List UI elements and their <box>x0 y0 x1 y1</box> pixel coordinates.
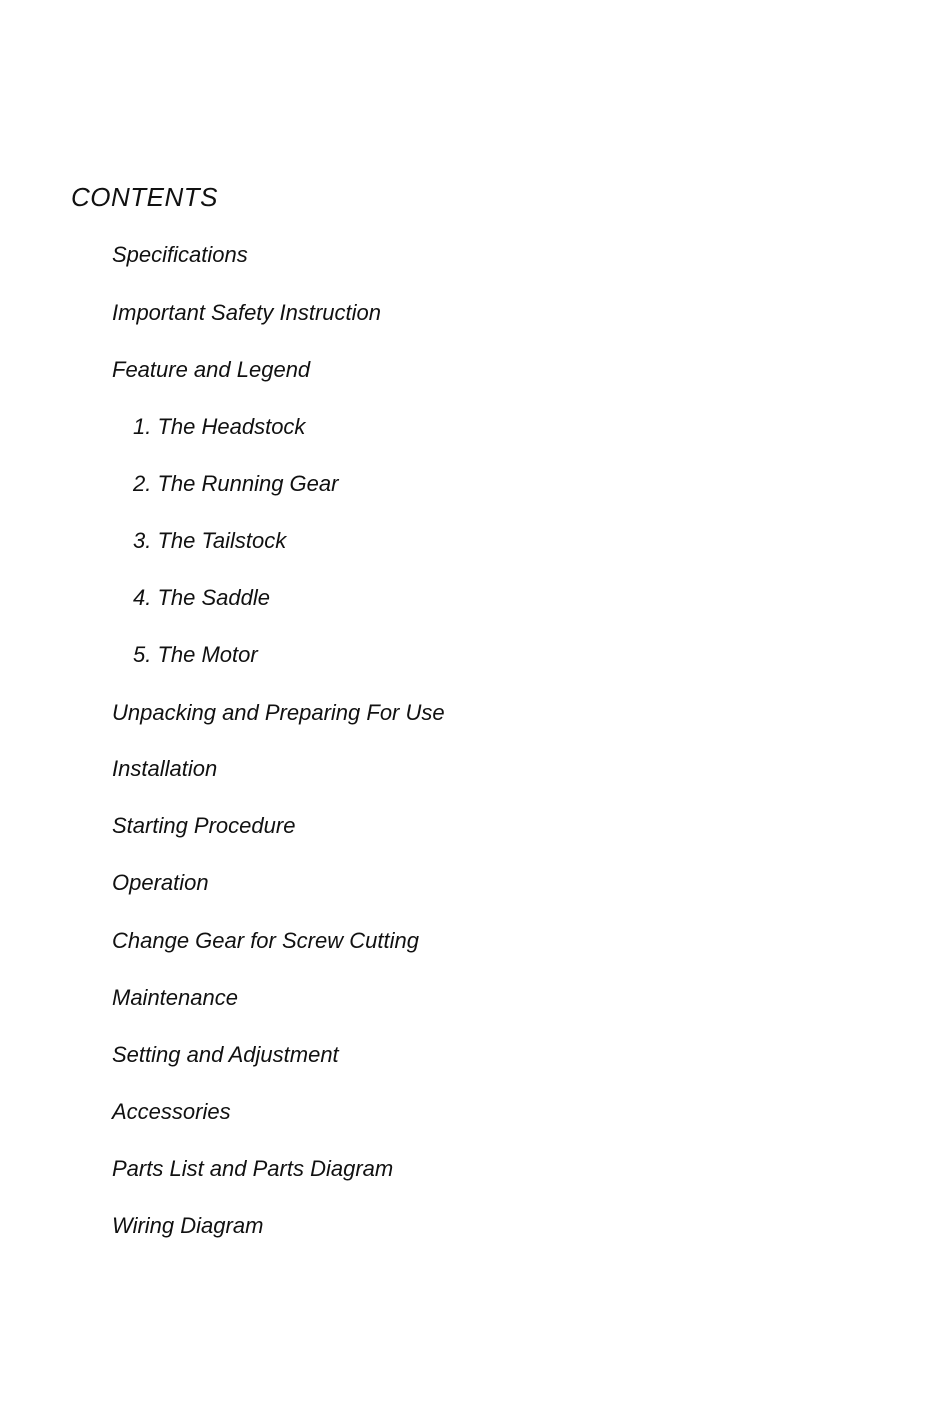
toc-subentry: 3. The Tailstock <box>133 528 287 553</box>
toc-entry: Wiring Diagram <box>112 1213 264 1238</box>
toc-subentry: 4. The Saddle <box>133 585 270 610</box>
toc-entry: Parts List and Parts Diagram <box>112 1156 394 1181</box>
toc-entry: Accessories <box>112 1099 231 1124</box>
toc-subentry: 2. The Running Gear <box>133 471 339 496</box>
toc-entry: Feature and Legend <box>112 357 311 382</box>
toc-entry: Specifications <box>112 242 248 267</box>
toc-subentry: 1. The Headstock <box>133 414 306 439</box>
toc-entry: Starting Procedure <box>112 813 296 838</box>
toc-entry: Unpacking and Preparing For Use <box>112 700 445 725</box>
toc-entry: Maintenance <box>112 985 238 1010</box>
toc-entry: Installation <box>112 756 218 781</box>
toc-entry: Important Safety Instruction <box>112 300 382 325</box>
toc-entry: Operation <box>112 870 209 895</box>
contents-title: CONTENTS <box>71 182 218 212</box>
toc-subentry: 5. The Motor <box>133 642 258 667</box>
toc-entry: Change Gear for Screw Cutting <box>112 928 419 953</box>
toc-entry: Setting and Adjustment <box>112 1042 339 1067</box>
